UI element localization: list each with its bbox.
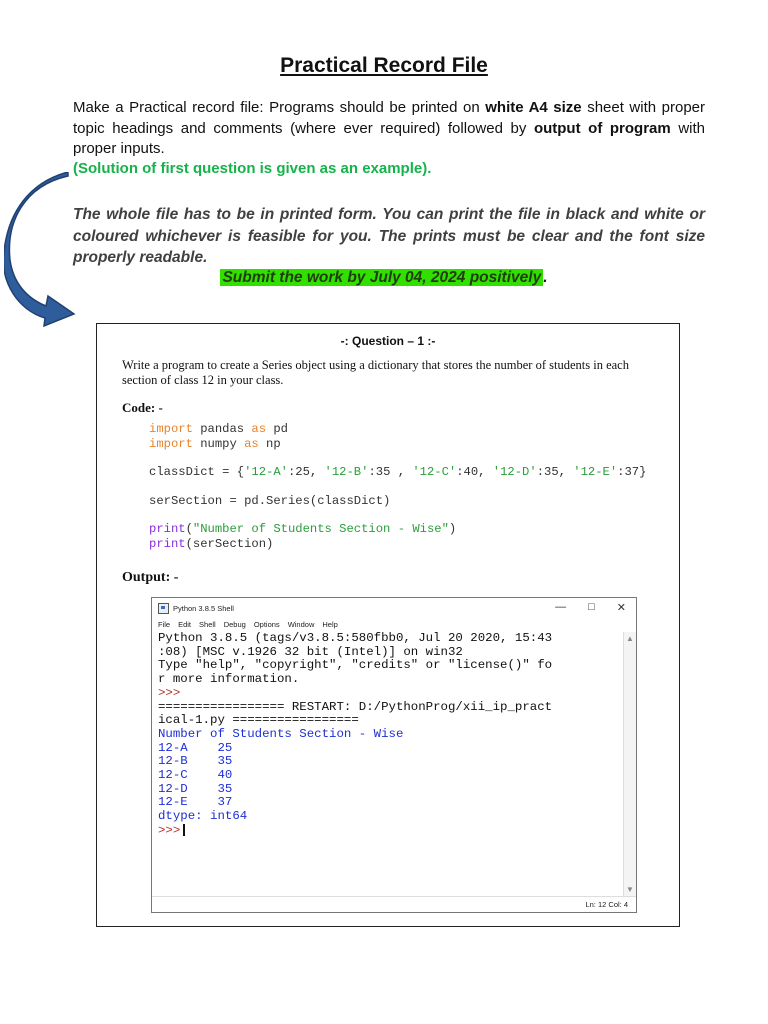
menu-edit[interactable]: Edit [178,619,192,629]
shell-title-bar [152,598,636,618]
menu-file[interactable]: File [158,619,171,629]
shell-output-line: 12-B 35 [158,754,233,769]
code-text: ( [185,522,193,536]
minimize-icon[interactable]: — [555,601,567,613]
submit-deadline-highlight: Submit the work by July 04, 2024 positively [222,269,542,286]
menu-shell[interactable]: Shell [199,619,216,629]
curved-arrow-icon [4,172,78,328]
example-note: (Solution of first question is given as an example). [73,160,432,177]
code-keyword: import [149,422,193,436]
code-text: classDict = { [149,465,245,479]
code-block [149,422,646,551]
shell-output-line: 12-E 37 [158,795,233,810]
shell-menu-bar [152,618,636,630]
instructions-text: Make a Practical record file: Programs should be printed on [73,99,486,116]
code-text: :35, [536,465,574,479]
output-label: Output: - [122,570,179,585]
code-text: np [258,436,281,451]
code-string: '12-B' [324,465,369,479]
menu-window[interactable]: Window [287,619,315,629]
page-title: Practical Record File [280,54,488,77]
maximize-icon[interactable]: □ [588,601,595,613]
question-heading: -: Question – 1 :- [340,334,436,348]
instructions [73,98,705,160]
code-text: :37} [617,465,647,479]
code-line-5 [149,522,646,537]
submit-deadline-end: . [543,269,548,286]
scroll-down-icon[interactable]: ▼ [626,885,634,894]
code-text: ) [448,522,457,536]
shell-output-line: 12-C 40 [158,768,233,783]
code-function: print [149,522,186,536]
code-line-3 [149,465,646,480]
code-text: :25, [287,465,325,479]
shell-output-line: 12-D 35 [158,781,233,796]
code-text: numpy [192,436,245,451]
question-box [96,323,680,927]
instructions-bold-paper: white A4 size [485,99,582,116]
code-line-2 [149,437,646,452]
instructions-text: with proper inputs. [73,119,706,157]
shell-banner-line: :08) [MSC v.1926 32 bit (Intel)] on win32 [158,644,463,659]
code-line-6 [149,537,646,552]
code-text: pd [266,422,288,436]
shell-input-line[interactable] [158,824,624,838]
submit-deadline [0,269,768,287]
shell-window-title: Python 3.8.5 Shell [173,603,234,613]
print-instructions: The whole file has to be in printed form. You can print the file in black and white or coloured whichever is feasible for you. The prints must be clear and the font size properly readable. [73,206,705,266]
question-text: Write a program to create a Series object using a dictionary that stores the number of students in each section of class 12 in your class. [122,358,629,387]
instructions-text: sheet with proper topic headings and comments (where ever required) followed by [73,99,706,137]
shell-output-line: Number of Students Section - Wise [158,726,404,741]
code-line-4: serSection = pd.Series(classDict) [149,493,391,508]
shell-restart-line: ical-1.py ================= [158,713,359,728]
code-keyword: import [149,436,193,451]
menu-debug[interactable]: Debug [223,619,246,629]
python-icon [158,603,169,614]
shell-output-area[interactable] [152,632,624,896]
shell-prompt: >>> [158,685,181,700]
code-text: (serSection) [185,536,274,551]
code-string: '12-C' [412,465,457,479]
instructions-bold-output: output of program [533,119,671,137]
shell-restart-line: ================= RESTART: D:/PythonProg/xii_ip_pract [158,699,553,714]
close-icon[interactable]: ✕ [616,602,626,614]
code-string: "Number of Students Section - Wise" [192,522,449,536]
code-keyword: as [251,422,267,436]
shell-output-line: 12-A 25 [158,740,233,755]
shell-prompt: >>> [158,823,181,838]
shell-status-bar: Ln: 12 Col: 4 [152,896,636,912]
code-label: Code: - [122,400,163,415]
scroll-up-icon[interactable]: ▲ [626,634,634,643]
code-text: pandas [192,422,252,436]
shell-banner-line: r more information. [158,672,300,687]
shell-banner-line: Type "help", "copyright", "credits" or "license()" fo [158,658,553,673]
python-shell-window [151,597,637,913]
shell-output-line: dtype: int64 [158,809,248,824]
code-text: :40, [456,465,493,479]
code-text: :35 , [368,465,413,479]
code-keyword: as [244,436,259,451]
code-string: '12-D' [492,465,537,479]
code-string: '12-A' [244,465,288,479]
shell-banner-line: Python 3.8.5 (tags/v3.8.5:580fbb0, Jul 20 2020, 15:43 [158,632,553,645]
code-function: print [149,536,186,551]
text-cursor [183,824,185,836]
code-string: '12-E' [573,465,618,479]
menu-options[interactable]: Options [253,619,280,629]
shell-scrollbar[interactable] [623,632,636,896]
code-line-1 [149,422,646,437]
window-controls [555,601,626,614]
menu-help[interactable]: Help [322,619,338,629]
